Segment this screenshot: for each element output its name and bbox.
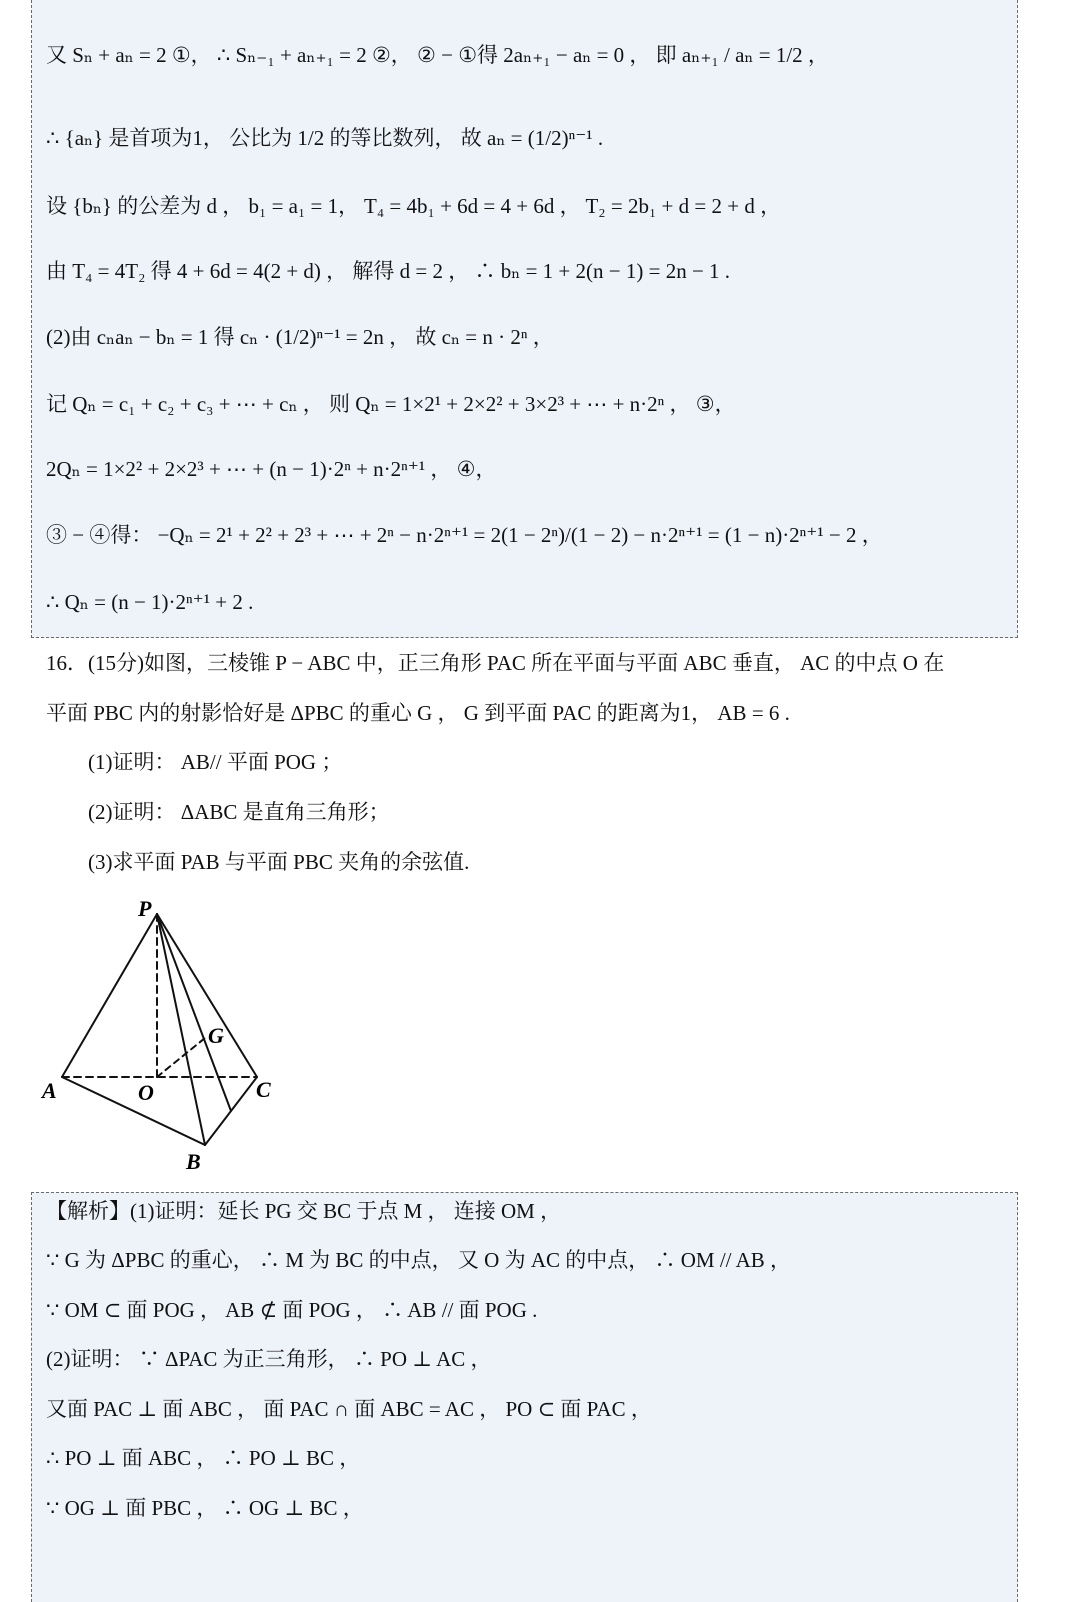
solution-bottom-line-6: ∴ PO ⊥ 面 ABC ， ∴ PO ⊥ BC ， <box>46 1446 361 1470</box>
solution-top-line-8: ③ − ④得： −Qₙ = 2¹ + 2² + 2³ + ⋯ + 2ⁿ − n·2ⁿ⁺¹ = 2(1 − 2ⁿ)/(1 − 2) − n·2ⁿ⁺¹ = (1 − n)·2ⁿ⁺¹ − 2 ， <box>46 523 883 547</box>
solution-top-line-2: ∴ {aₙ} 是首项为1， 公比为 1/2 的等比数列， 故 aₙ = (1/2)ⁿ⁻¹ . <box>46 126 604 150</box>
problem-part-1: (1)证明： AB// 平面 POG ； <box>88 750 343 774</box>
solution-bottom-line-4: (2)证明： ∵ ΔPAC 为正三角形， ∴ PO ⊥ AC ， <box>46 1347 492 1371</box>
segment-OG-hidden <box>157 1038 205 1077</box>
segment-PM <box>157 914 231 1111</box>
problem-part-3: (3)求平面 PAB 与平面 PBC 夹角的余弦值. <box>88 850 470 874</box>
label-B: B <box>186 1149 201 1174</box>
label-G: G <box>208 1023 224 1048</box>
solution-bottom-line-3: ∵ OM ⊂ 面 POG ， AB ⊄ 面 POG ， ∴ AB // 面 POG . <box>46 1298 538 1322</box>
pyramid-figure <box>40 890 300 1180</box>
solution-top-line-1: 又 Sₙ + aₙ = 2 ①， ∴ Sₙ₋₁ + aₙ₊₁ = 2 ②， ② − ①得 2aₙ₊₁ − aₙ = 0 ， 即 aₙ₊₁ / aₙ = 1/2 ， <box>46 43 829 67</box>
solution-top-line-6: 记 Qₙ = c₁ + c₂ + c₃ + ⋯ + cₙ ， 则 Qₙ = 1×2¹ + 2×2² + 3×2³ + ⋯ + n·2ⁿ ， ③， <box>46 392 736 416</box>
problem-part-2: (2)证明： ΔABC 是直角三角形； <box>88 800 390 824</box>
edge-PB <box>157 914 205 1145</box>
solution-top-line-4: 由 T₄ = 4T₂ 得 4 + 6d = 4(2 + d) ， 解得 d = 2 ， ∴ bₙ = 1 + 2(n − 1) = 2n − 1 . <box>46 259 731 283</box>
problem-stem-line-1: 16．(15分)如图，三棱锥 P − ABC 中，正三角形 PAC 所在平面与平面 ABC 垂直， AC 的中点 O 在 <box>46 651 945 675</box>
label-A: A <box>42 1078 57 1103</box>
label-C: C <box>256 1077 271 1102</box>
edge-PC <box>157 914 257 1077</box>
solution-top-line-9: ∴ Qₙ = (n − 1)·2ⁿ⁺¹ + 2 . <box>46 590 254 614</box>
label-P: P <box>138 896 152 921</box>
solution-top-line-7: 2Qₙ = 1×2² + 2×2³ + ⋯ + (n − 1)·2ⁿ + n·2ⁿ⁺¹ ， ④， <box>46 457 497 481</box>
label-O: O <box>138 1080 154 1105</box>
solution-top-line-3: 设 {bₙ} 的公差为 d ， b₁ = a₁ = 1， T₄ = 4b₁ + 6d = 4 + 6d ， T₂ = 2b₁ + d = 2 + d ， <box>46 194 782 218</box>
edge-PA <box>62 914 157 1077</box>
solution-bottom-line-5: 又面 PAC ⊥ 面 ABC ， 面 PAC ∩ 面 ABC = AC ， PO ⊂ 面 PAC ， <box>46 1397 652 1421</box>
problem-stem-line-2: 平面 PBC 内的射影恰好是 ΔPBC 的重心 G ， G 到平面 PAC 的距离为1， AB = 6 . <box>46 701 790 725</box>
solution-bottom-line-1: 【解析】(1)证明：延长 PG 交 BC 于点 M ， 连接 OM ， <box>46 1199 562 1223</box>
solution-top-line-5: (2)由 cₙaₙ − bₙ = 1 得 cₙ · (1/2)ⁿ⁻¹ = 2n ， 故 cₙ = n · 2ⁿ ， <box>46 325 554 349</box>
edge-AB <box>62 1077 205 1145</box>
solution-bottom-line-2: ∵ G 为 ΔPBC 的重心， ∴ M 为 BC 的中点， 又 O 为 AC 的中点， ∴ OM // AB ， <box>46 1248 792 1272</box>
solution-bottom-line-7: ∵ OG ⊥ 面 PBC ， ∴ OG ⊥ BC ， <box>46 1496 364 1520</box>
